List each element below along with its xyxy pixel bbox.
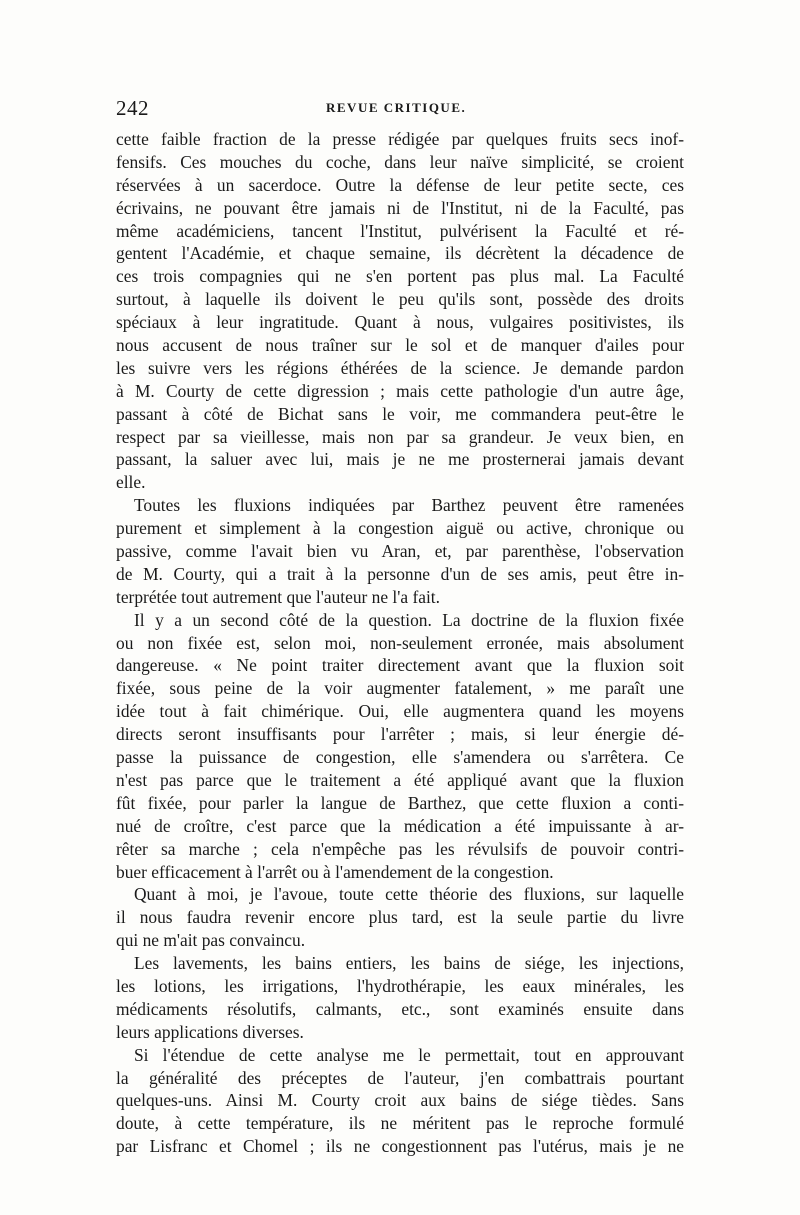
text-line: idée tout à fait chimérique. Oui, elle augmentera quand les moyens <box>116 701 684 722</box>
text-line: dangereuse. « Ne point traiter directement avant que la fluxion soit <box>116 655 684 676</box>
text-line: même académiciens, tancent l'Institut, pulvérisent la Faculté et ré- <box>116 220 684 241</box>
text-line: Il y a un second côté de la question. La doctrine de la fluxion fixée <box>134 609 684 630</box>
text-line: gentent l'Académie, et chaque semaine, ils décrètent la décadence de <box>116 243 684 264</box>
text-line: de M. Courty, qui a trait à la personne d'un de ses amis, peut être in- <box>116 563 684 584</box>
text-line: fensifs. Ces mouches du coche, dans leur naïve simplicité, se croient <box>116 151 684 172</box>
text-line: nué de croître, c'est parce que la médication a été impuissante à ar- <box>116 815 684 836</box>
text-line: nous accusent de nous traîner sur le sol et de manquer d'ailes pour <box>116 335 684 356</box>
text-line: n'est pas parce que le traitement a été appliqué avant que la fluxion <box>116 769 684 790</box>
text-line: les lotions, les irrigations, l'hydrothérapie, les eaux minérales, les <box>116 975 684 996</box>
text-line: Quant à moi, je l'avoue, toute cette théorie des fluxions, sur laquelle <box>134 884 684 905</box>
text-line: à M. Courty de cette digression ; mais cette pathologie d'un autre âge, <box>116 380 684 401</box>
text-line: il nous faudra revenir encore plus tard, est la seule partie du livre <box>116 907 684 928</box>
text-line: Si l'étendue de cette analyse me le permettait, tout en approuvant <box>134 1044 684 1065</box>
text-line: ces trois compagnies qui ne s'en portent pas plus mal. La Faculté <box>116 266 684 287</box>
text-line: passe la puissance de congestion, elle s'amendera ou s'arrêtera. Ce <box>116 747 684 768</box>
running-title: REVUE CRITIQUE. <box>326 100 467 115</box>
text-line: rêter sa marche ; cela n'empêche pas les révulsifs de pouvoir contri- <box>116 838 684 859</box>
text-line: passive, comme l'avait bien vu Aran, et, par parenthèse, l'observation <box>116 541 684 562</box>
text-line: fût fixée, pour parler la langue de Barthez, que cette fluxion a conti- <box>116 792 684 813</box>
text-line: écrivains, ne pouvant être jamais ni de l'Institut, ni de la Faculté, pas <box>116 197 684 218</box>
text-line: médicaments résolutifs, calmants, etc., sont examinés ensuite dans <box>116 998 684 1019</box>
text-line: directs seront insuffisants pour l'arrêter ; mais, si leur énergie dé- <box>116 724 684 745</box>
text-line: ou non fixée est, selon moi, non-seulement erronée, mais absolument <box>116 632 684 653</box>
text-line: cette faible fraction de la presse rédigée par quelques fruits secs inof- <box>116 129 684 149</box>
text-line: buer efficacement à l'arrêt ou à l'amendement de la congestion. <box>116 861 554 882</box>
text-line: quelques-uns. Ainsi M. Courty croit aux bains de siége tièdes. Sans <box>116 1090 684 1111</box>
text-line: fixée, sous peine de la voir augmenter fatalement, » me paraît une <box>116 678 684 699</box>
text-line: les suivre vers les régions éthérées de la science. Je demande pardon <box>116 357 684 378</box>
text-line: réservées à un sacerdoce. Outre la défense de leur petite secte, ces <box>116 174 684 195</box>
text-line: purement et simplement à la congestion aiguë ou active, chronique ou <box>116 518 684 539</box>
text-line: Toutes les fluxions indiquées par Barthez peuvent être ramenées <box>134 495 684 516</box>
text-line: doute, à cette température, ils ne méritent pas le reproche formulé <box>116 1113 684 1134</box>
text-line: respect par sa vieillesse, mais non par sa grandeur. Je veux bien, en <box>116 426 684 447</box>
text-line: spéciaux à leur ingratitude. Quant à nous, vulgaires positivistes, ils <box>116 312 684 333</box>
text-line: Les lavements, les bains entiers, les bains de siége, les injections, <box>134 953 684 974</box>
text-line: surtout, à laquelle ils doivent le peu qu'ils sont, possède des droits <box>116 289 684 310</box>
text-line: qui ne m'ait pas convaincu. <box>116 930 306 951</box>
page-number: 242 <box>116 96 149 120</box>
body-text <box>116 128 684 1168</box>
page-header <box>116 96 686 120</box>
text-line: terprétée tout autrement que l'auteur ne l'a fait. <box>116 586 440 607</box>
text-line: la généralité des préceptes de l'auteur, j'en combattrais pourtant <box>116 1067 684 1088</box>
text-line: passant à côté de Bichat sans le voir, me commandera peut-être le <box>116 403 684 424</box>
text-line: par Lisfranc et Chomel ; ils ne congestionnent pas l'utérus, mais je ne <box>116 1136 684 1157</box>
text-line: passant, la saluer avec lui, mais je ne me prosternerai jamais devant <box>116 449 684 470</box>
text-line: leurs applications diverses. <box>116 1021 304 1042</box>
text-line: elle. <box>116 472 146 493</box>
